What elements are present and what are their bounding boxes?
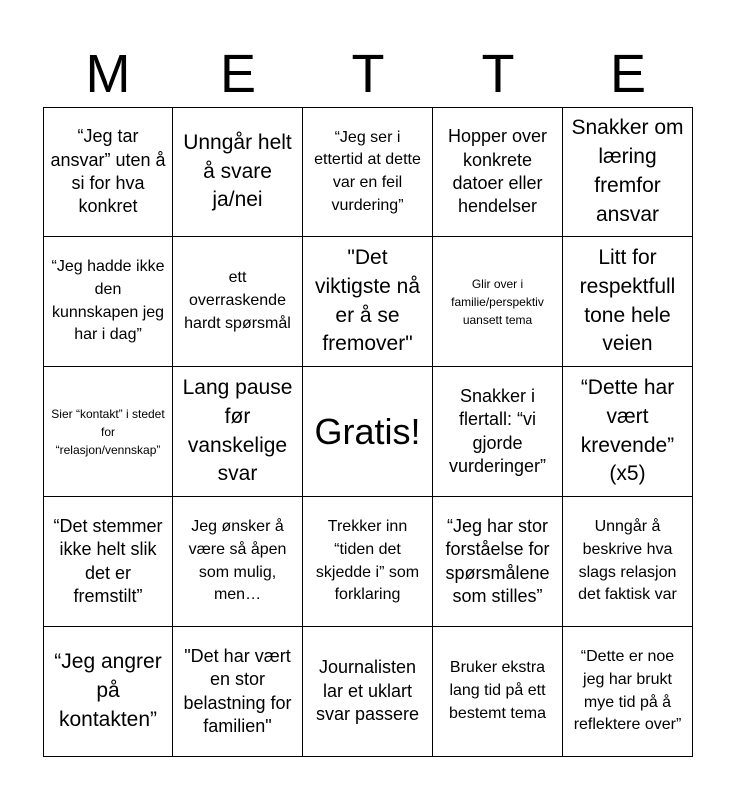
bingo-cell[interactable]: Snakker i flertall: “vi gjorde vurderinger” (433, 367, 563, 497)
bingo-cell[interactable]: “Det stemmer ikke helt slik det er fremstilt” (43, 497, 173, 627)
bingo-cell[interactable]: Litt for respektfull tone hele veien (563, 237, 693, 367)
bingo-cell[interactable]: Jeg ønsker å være så åpen som mulig, men… (173, 497, 303, 627)
header-letter: E (609, 44, 647, 104)
bingo-cell[interactable]: “Jeg har stor forståelse for spørsmålene som stilles” (433, 497, 563, 627)
bingo-grid (43, 107, 693, 757)
bingo-cell[interactable]: Unngår å beskrive hva slags relasjon det faktisk var (563, 497, 693, 627)
bingo-cell[interactable]: "Det har vært en stor belastning for familien" (173, 627, 303, 757)
bingo-cell[interactable]: Trekker inn “tiden det skjedde i” som forklaring (303, 497, 433, 627)
header-letter: T (481, 44, 515, 104)
bingo-header (43, 44, 693, 104)
bingo-cell[interactable]: Journalisten lar et uklart svar passere (303, 627, 433, 757)
bingo-cell[interactable]: Sier “kontakt” i stedet for “relasjon/vennskap” (43, 367, 173, 497)
bingo-cell[interactable]: Glir over i familie/perspektiv uansett tema (433, 237, 563, 367)
header-letter: T (351, 44, 385, 104)
bingo-cell[interactable]: “Dette har vært krevende” (x5) (563, 367, 693, 497)
header-letter: E (219, 44, 257, 104)
bingo-cell[interactable]: Lang pause før vanskelige svar (173, 367, 303, 497)
bingo-cell[interactable]: “Jeg tar ansvar” uten å si for hva konkret (43, 107, 173, 237)
bingo-cell[interactable]: Bruker ekstra lang tid på ett bestemt tema (433, 627, 563, 757)
bingo-cell[interactable]: Unngår helt å svare ja/nei (173, 107, 303, 237)
header-letter: M (85, 44, 131, 104)
bingo-cell[interactable]: “Jeg ser i ettertid at dette var en feil vurdering” (303, 107, 433, 237)
bingo-cell[interactable]: “Jeg angrer på kontakten” (43, 627, 173, 757)
bingo-cell[interactable]: "Det viktigste nå er å se fremover" (303, 237, 433, 367)
bingo-cell[interactable]: “Jeg hadde ikke den kunnskapen jeg har i dag” (43, 237, 173, 367)
free-space-cell[interactable]: Gratis! (303, 367, 433, 497)
bingo-cell[interactable]: ett overraskende hardt spørsmål (173, 237, 303, 367)
bingo-cell[interactable]: “Dette er noe jeg har brukt mye tid på å reflektere over” (563, 627, 693, 757)
bingo-cell[interactable]: Hopper over konkrete datoer eller hendelser (433, 107, 563, 237)
bingo-cell[interactable]: Snakker om læring fremfor ansvar (563, 107, 693, 237)
